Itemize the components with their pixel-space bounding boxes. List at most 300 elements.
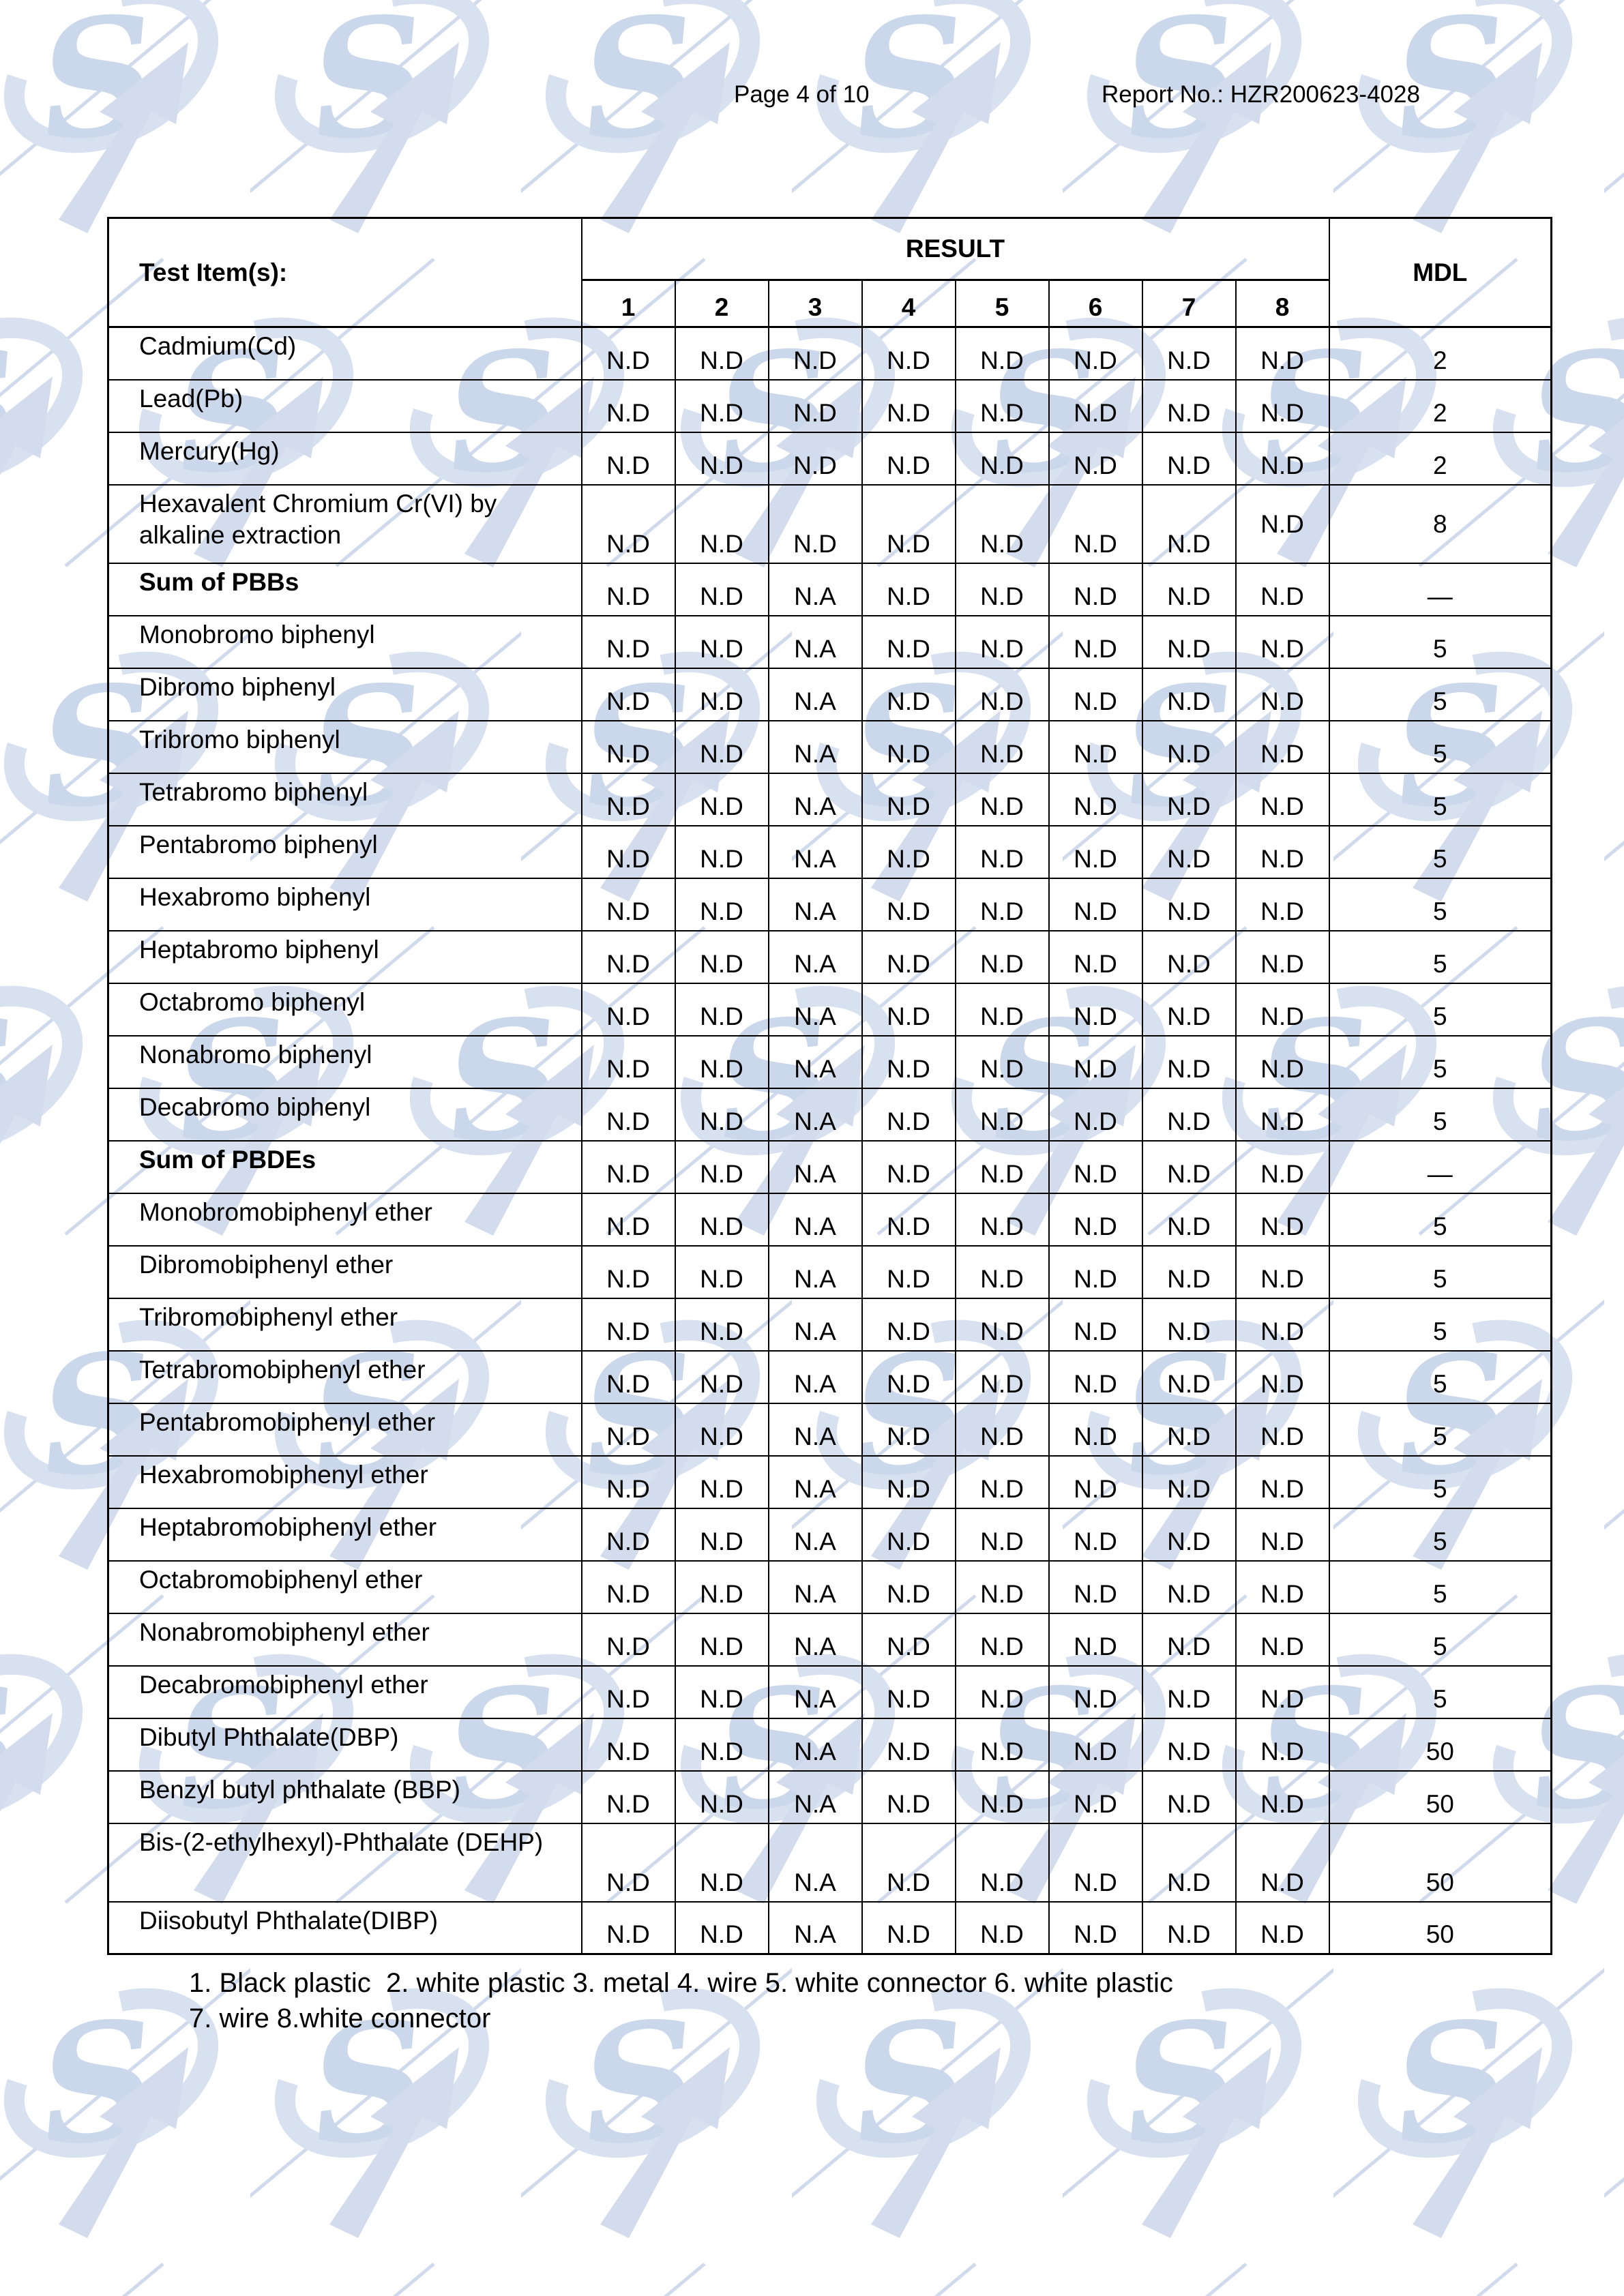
result-value-sample-6: N.D <box>1049 327 1142 380</box>
result-value-sample-1: N.D <box>582 1613 675 1666</box>
test-item-row <box>108 983 1552 1036</box>
result-value-sample-3: N.A <box>769 773 862 826</box>
result-value-sample-2: N.D <box>675 668 769 721</box>
test-item-row <box>108 1456 1552 1508</box>
mdl-value: 5 <box>1329 1351 1552 1403</box>
result-value-sample-7: N.D <box>1142 1613 1236 1666</box>
mdl-value: 5 <box>1329 1666 1552 1718</box>
result-value-sample-2: N.D <box>675 1193 769 1246</box>
result-value-sample-1: N.D <box>582 931 675 983</box>
result-value-sample-7: N.D <box>1142 1902 1236 1954</box>
result-value-sample-6: N.D <box>1049 1508 1142 1561</box>
test-items-header: Test Item(s): <box>108 218 582 327</box>
result-value-sample-8: N.D <box>1236 1666 1329 1718</box>
test-item-row <box>108 1193 1552 1246</box>
result-value-sample-2: N.D <box>675 721 769 773</box>
result-value-sample-3: N.D <box>769 327 862 380</box>
result-value-sample-3: N.A <box>769 1718 862 1771</box>
result-value-sample-4: N.D <box>862 983 956 1036</box>
result-value-sample-1: N.D <box>582 1403 675 1456</box>
result-value-sample-7: N.D <box>1142 1193 1236 1246</box>
result-value-sample-7: N.D <box>1142 616 1236 668</box>
result-value-sample-8: N.D <box>1236 1718 1329 1771</box>
sample-number-header: 8 <box>1236 280 1329 327</box>
result-value-sample-6: N.D <box>1049 432 1142 485</box>
result-value-sample-7: N.D <box>1142 563 1236 616</box>
result-value-sample-5: N.D <box>956 773 1049 826</box>
result-value-sample-7: N.D <box>1142 1456 1236 1508</box>
result-value-sample-4: N.D <box>862 1298 956 1351</box>
result-value-sample-5: N.D <box>956 380 1049 432</box>
result-value-sample-5: N.D <box>956 826 1049 878</box>
result-value-sample-7: N.D <box>1142 773 1236 826</box>
result-value-sample-3: N.A <box>769 1403 862 1456</box>
mdl-value: 5 <box>1329 668 1552 721</box>
result-value-sample-8: N.D <box>1236 327 1329 380</box>
sample-number-header: 6 <box>1049 280 1142 327</box>
result-value-sample-3: N.A <box>769 1088 862 1141</box>
result-value-sample-4: N.D <box>862 1193 956 1246</box>
result-value-sample-8: N.D <box>1236 1298 1329 1351</box>
result-value-sample-3: N.A <box>769 1141 862 1193</box>
result-value-sample-5: N.D <box>956 1193 1049 1246</box>
result-value-sample-5: N.D <box>956 432 1049 485</box>
result-value-sample-7: N.D <box>1142 721 1236 773</box>
test-item-row <box>108 721 1552 773</box>
result-value-sample-1: N.D <box>582 563 675 616</box>
sample-number-header: 4 <box>862 280 956 327</box>
test-item-label: Octabromobiphenyl ether <box>108 1561 582 1613</box>
mdl-header: MDL <box>1329 218 1552 327</box>
result-value-sample-1: N.D <box>582 380 675 432</box>
result-value-sample-7: N.D <box>1142 668 1236 721</box>
test-item-row <box>108 1902 1552 1954</box>
result-value-sample-6: N.D <box>1049 931 1142 983</box>
test-item-label: Monobromobiphenyl ether <box>108 1193 582 1246</box>
result-value-sample-1: N.D <box>582 1771 675 1823</box>
result-value-sample-3: N.A <box>769 1561 862 1613</box>
result-value-sample-1: N.D <box>582 721 675 773</box>
result-value-sample-2: N.D <box>675 931 769 983</box>
test-item-row <box>108 878 1552 931</box>
test-item-row <box>108 773 1552 826</box>
result-value-sample-8: N.D <box>1236 1088 1329 1141</box>
result-value-sample-7: N.D <box>1142 1823 1236 1902</box>
result-value-sample-5: N.D <box>956 1771 1049 1823</box>
result-value-sample-4: N.D <box>862 721 956 773</box>
test-item-row <box>108 1298 1552 1351</box>
result-value-sample-4: N.D <box>862 563 956 616</box>
result-value-sample-1: N.D <box>582 983 675 1036</box>
result-value-sample-8: N.D <box>1236 1246 1329 1298</box>
result-value-sample-1: N.D <box>582 1666 675 1718</box>
mdl-value: 5 <box>1329 1036 1552 1088</box>
result-value-sample-8: N.D <box>1236 616 1329 668</box>
result-value-sample-2: N.D <box>675 1088 769 1141</box>
test-item-label: Mercury(Hg) <box>108 432 582 485</box>
result-value-sample-8: N.D <box>1236 983 1329 1036</box>
result-value-sample-7: N.D <box>1142 826 1236 878</box>
result-value-sample-2: N.D <box>675 1298 769 1351</box>
result-value-sample-1: N.D <box>582 1141 675 1193</box>
result-value-sample-4: N.D <box>862 1823 956 1902</box>
result-value-sample-3: N.A <box>769 983 862 1036</box>
mdl-value: — <box>1329 563 1552 616</box>
result-value-sample-4: N.D <box>862 1666 956 1718</box>
result-value-sample-8: N.D <box>1236 721 1329 773</box>
result-value-sample-7: N.D <box>1142 1508 1236 1561</box>
result-value-sample-6: N.D <box>1049 1036 1142 1088</box>
result-value-sample-2: N.D <box>675 1902 769 1954</box>
result-value-sample-3: N.A <box>769 1823 862 1902</box>
result-value-sample-1: N.D <box>582 1088 675 1141</box>
result-value-sample-1: N.D <box>582 327 675 380</box>
test-results-table <box>107 217 1552 1955</box>
result-value-sample-6: N.D <box>1049 721 1142 773</box>
result-value-sample-6: N.D <box>1049 380 1142 432</box>
result-value-sample-3: N.D <box>769 432 862 485</box>
result-value-sample-6: N.D <box>1049 1088 1142 1141</box>
test-item-label: Benzyl butyl phthalate (BBP) <box>108 1771 582 1823</box>
test-item-label: Decabromobiphenyl ether <box>108 1666 582 1718</box>
result-value-sample-2: N.D <box>675 878 769 931</box>
result-value-sample-7: N.D <box>1142 1666 1236 1718</box>
mdl-value: 5 <box>1329 983 1552 1036</box>
result-value-sample-7: N.D <box>1142 1088 1236 1141</box>
result-value-sample-6: N.D <box>1049 1771 1142 1823</box>
result-value-sample-2: N.D <box>675 432 769 485</box>
result-value-sample-4: N.D <box>862 1246 956 1298</box>
result-value-sample-3: N.A <box>769 1193 862 1246</box>
result-value-sample-8: N.D <box>1236 563 1329 616</box>
mdl-value: 50 <box>1329 1771 1552 1823</box>
result-value-sample-2: N.D <box>675 1141 769 1193</box>
sample-number-header: 7 <box>1142 280 1236 327</box>
result-value-sample-3: N.A <box>769 1666 862 1718</box>
result-value-sample-4: N.D <box>862 1718 956 1771</box>
result-value-sample-5: N.D <box>956 1403 1049 1456</box>
test-item-label: Diisobutyl Phthalate(DIBP) <box>108 1902 582 1954</box>
result-value-sample-8: N.D <box>1236 1823 1329 1902</box>
sample-number-header: 1 <box>582 280 675 327</box>
result-value-sample-4: N.D <box>862 1771 956 1823</box>
result-value-sample-1: N.D <box>582 1718 675 1771</box>
mdl-value: 5 <box>1329 1403 1552 1456</box>
result-value-sample-7: N.D <box>1142 432 1236 485</box>
result-value-sample-6: N.D <box>1049 1298 1142 1351</box>
result-value-sample-4: N.D <box>862 616 956 668</box>
mdl-value: 5 <box>1329 1088 1552 1141</box>
result-value-sample-5: N.D <box>956 1718 1049 1771</box>
result-value-sample-7: N.D <box>1142 1246 1236 1298</box>
result-value-sample-6: N.D <box>1049 1246 1142 1298</box>
result-value-sample-8: N.D <box>1236 668 1329 721</box>
result-value-sample-1: N.D <box>582 485 675 563</box>
test-item-row <box>108 485 1552 563</box>
result-value-sample-5: N.D <box>956 563 1049 616</box>
result-value-sample-4: N.D <box>862 1561 956 1613</box>
result-value-sample-8: N.D <box>1236 1141 1329 1193</box>
result-value-sample-5: N.D <box>956 1561 1049 1613</box>
result-value-sample-4: N.D <box>862 1456 956 1508</box>
result-value-sample-3: N.D <box>769 485 862 563</box>
result-value-sample-6: N.D <box>1049 826 1142 878</box>
result-value-sample-4: N.D <box>862 878 956 931</box>
result-value-sample-5: N.D <box>956 1902 1049 1954</box>
result-value-sample-2: N.D <box>675 1613 769 1666</box>
test-item-row <box>108 380 1552 432</box>
result-value-sample-8: N.D <box>1236 931 1329 983</box>
result-value-sample-7: N.D <box>1142 1298 1236 1351</box>
result-value-sample-2: N.D <box>675 983 769 1036</box>
result-value-sample-1: N.D <box>582 1036 675 1088</box>
result-value-sample-5: N.D <box>956 983 1049 1036</box>
result-value-sample-1: N.D <box>582 668 675 721</box>
test-item-row <box>108 1718 1552 1771</box>
result-value-sample-1: N.D <box>582 1456 675 1508</box>
result-value-sample-2: N.D <box>675 1771 769 1823</box>
result-value-sample-8: N.D <box>1236 826 1329 878</box>
result-value-sample-2: N.D <box>675 1823 769 1902</box>
mdl-value: 2 <box>1329 327 1552 380</box>
result-value-sample-5: N.D <box>956 1141 1049 1193</box>
mdl-value: 5 <box>1329 1613 1552 1666</box>
sample-description-line2: 7. wire 8.white connector <box>189 2003 491 2033</box>
result-value-sample-8: N.D <box>1236 1508 1329 1561</box>
result-value-sample-6: N.D <box>1049 1666 1142 1718</box>
result-value-sample-5: N.D <box>956 1351 1049 1403</box>
test-item-label: Nonabromobiphenyl ether <box>108 1613 582 1666</box>
result-value-sample-5: N.D <box>956 485 1049 563</box>
result-value-sample-4: N.D <box>862 485 956 563</box>
result-value-sample-4: N.D <box>862 1141 956 1193</box>
result-value-sample-7: N.D <box>1142 1036 1236 1088</box>
result-value-sample-8: N.D <box>1236 1561 1329 1613</box>
mdl-value: 2 <box>1329 380 1552 432</box>
mdl-value: 5 <box>1329 1246 1552 1298</box>
result-value-sample-5: N.D <box>956 878 1049 931</box>
result-value-sample-8: N.D <box>1236 1613 1329 1666</box>
result-value-sample-1: N.D <box>582 1823 675 1902</box>
result-value-sample-8: N.D <box>1236 432 1329 485</box>
test-item-label: Tribromo biphenyl <box>108 721 582 773</box>
result-value-sample-6: N.D <box>1049 1902 1142 1954</box>
result-value-sample-5: N.D <box>956 1036 1049 1088</box>
test-item-row <box>108 1246 1552 1298</box>
result-value-sample-3: N.A <box>769 721 862 773</box>
result-value-sample-8: N.D <box>1236 1036 1329 1088</box>
result-value-sample-1: N.D <box>582 878 675 931</box>
result-value-sample-4: N.D <box>862 1508 956 1561</box>
result-value-sample-4: N.D <box>862 432 956 485</box>
test-item-label: Nonabromo biphenyl <box>108 1036 582 1088</box>
mdl-value: 5 <box>1329 721 1552 773</box>
result-value-sample-3: N.A <box>769 1508 862 1561</box>
result-value-sample-1: N.D <box>582 616 675 668</box>
result-value-sample-3: N.A <box>769 1351 862 1403</box>
result-value-sample-2: N.D <box>675 1718 769 1771</box>
result-value-sample-2: N.D <box>675 380 769 432</box>
result-value-sample-6: N.D <box>1049 1403 1142 1456</box>
result-value-sample-7: N.D <box>1142 983 1236 1036</box>
test-item-row <box>108 432 1552 485</box>
result-value-sample-5: N.D <box>956 1456 1049 1508</box>
result-value-sample-4: N.D <box>862 826 956 878</box>
test-item-row <box>108 1666 1552 1718</box>
result-value-sample-5: N.D <box>956 931 1049 983</box>
result-value-sample-2: N.D <box>675 1561 769 1613</box>
test-item-row <box>108 1141 1552 1193</box>
result-value-sample-3: N.A <box>769 1456 862 1508</box>
test-item-row <box>108 563 1552 616</box>
result-value-sample-6: N.D <box>1049 563 1142 616</box>
result-value-sample-5: N.D <box>956 1298 1049 1351</box>
mdl-value: 8 <box>1329 485 1552 563</box>
result-value-sample-6: N.D <box>1049 485 1142 563</box>
test-item-row <box>108 616 1552 668</box>
result-value-sample-8: N.D <box>1236 1193 1329 1246</box>
result-value-sample-8: N.D <box>1236 1456 1329 1508</box>
test-item-row <box>108 327 1552 380</box>
result-value-sample-3: N.A <box>769 1246 862 1298</box>
result-value-sample-6: N.D <box>1049 1561 1142 1613</box>
test-item-label: Dibutyl Phthalate(DBP) <box>108 1718 582 1771</box>
result-value-sample-8: N.D <box>1236 485 1329 563</box>
result-value-sample-4: N.D <box>862 1351 956 1403</box>
result-value-sample-5: N.D <box>956 327 1049 380</box>
mdl-value: 50 <box>1329 1823 1552 1902</box>
test-item-row <box>108 668 1552 721</box>
result-value-sample-4: N.D <box>862 1036 956 1088</box>
result-value-sample-2: N.D <box>675 1508 769 1561</box>
result-value-sample-2: N.D <box>675 1403 769 1456</box>
result-value-sample-4: N.D <box>862 931 956 983</box>
mdl-value: 50 <box>1329 1902 1552 1954</box>
test-item-label: Lead(Pb) <box>108 380 582 432</box>
result-value-sample-1: N.D <box>582 1246 675 1298</box>
result-value-sample-6: N.D <box>1049 878 1142 931</box>
result-value-sample-3: N.A <box>769 1902 862 1954</box>
result-value-sample-1: N.D <box>582 1298 675 1351</box>
result-value-sample-6: N.D <box>1049 983 1142 1036</box>
result-value-sample-2: N.D <box>675 773 769 826</box>
mdl-value: 5 <box>1329 931 1552 983</box>
result-value-sample-8: N.D <box>1236 1902 1329 1954</box>
result-value-sample-4: N.D <box>862 380 956 432</box>
result-value-sample-6: N.D <box>1049 1141 1142 1193</box>
result-value-sample-3: N.A <box>769 616 862 668</box>
page-number: Page 4 of 10 <box>734 81 870 108</box>
result-value-sample-6: N.D <box>1049 1351 1142 1403</box>
result-header: RESULT <box>582 218 1329 280</box>
result-value-sample-4: N.D <box>862 668 956 721</box>
result-value-sample-3: N.D <box>769 380 862 432</box>
result-value-sample-2: N.D <box>675 485 769 563</box>
test-item-row <box>108 1823 1552 1902</box>
test-item-row <box>108 1088 1552 1141</box>
result-value-sample-7: N.D <box>1142 1403 1236 1456</box>
result-value-sample-7: N.D <box>1142 931 1236 983</box>
test-item-label: Bis-(2-ethylhexyl)-Phthalate (DEHP) <box>108 1823 582 1902</box>
result-value-sample-6: N.D <box>1049 1193 1142 1246</box>
result-value-sample-5: N.D <box>956 1246 1049 1298</box>
result-value-sample-8: N.D <box>1236 773 1329 826</box>
result-value-sample-4: N.D <box>862 1088 956 1141</box>
mdl-value: 5 <box>1329 616 1552 668</box>
test-item-row <box>108 1508 1552 1561</box>
result-value-sample-7: N.D <box>1142 1141 1236 1193</box>
test-item-label: Cadmium(Cd) <box>108 327 582 380</box>
mdl-value: 5 <box>1329 773 1552 826</box>
test-item-label: Tribromobiphenyl ether <box>108 1298 582 1351</box>
result-value-sample-8: N.D <box>1236 380 1329 432</box>
test-item-row <box>108 826 1552 878</box>
result-value-sample-3: N.A <box>769 1036 862 1088</box>
test-item-label: Octabromo biphenyl <box>108 983 582 1036</box>
test-item-label: Sum of PBBs <box>108 563 582 616</box>
result-value-sample-3: N.A <box>769 1771 862 1823</box>
result-value-sample-3: N.A <box>769 563 862 616</box>
test-item-label: Tetrabromo biphenyl <box>108 773 582 826</box>
sample-description-line1: 1. Black plastic 2. white plastic 3. metal 4. wire 5. white connector 6. white plastic <box>189 1968 1173 1998</box>
result-value-sample-3: N.A <box>769 1613 862 1666</box>
test-item-label: Dibromo biphenyl <box>108 668 582 721</box>
result-value-sample-2: N.D <box>675 1246 769 1298</box>
result-value-sample-8: N.D <box>1236 1403 1329 1456</box>
sample-number-header: 3 <box>769 280 862 327</box>
result-value-sample-8: N.D <box>1236 1351 1329 1403</box>
mdl-value: 5 <box>1329 1456 1552 1508</box>
result-value-sample-1: N.D <box>582 1561 675 1613</box>
result-value-sample-5: N.D <box>956 1088 1049 1141</box>
test-item-row <box>108 1613 1552 1666</box>
test-item-label: Tetrabromobiphenyl ether <box>108 1351 582 1403</box>
result-value-sample-1: N.D <box>582 773 675 826</box>
sample-number-header: 5 <box>956 280 1049 327</box>
result-value-sample-3: N.A <box>769 878 862 931</box>
result-value-sample-2: N.D <box>675 563 769 616</box>
result-value-sample-4: N.D <box>862 327 956 380</box>
sample-description-note <box>189 1965 1173 2036</box>
result-value-sample-1: N.D <box>582 1193 675 1246</box>
sample-number-header: 2 <box>675 280 769 327</box>
test-item-label: Monobromo biphenyl <box>108 616 582 668</box>
mdl-value: 5 <box>1329 1508 1552 1561</box>
result-value-sample-4: N.D <box>862 1403 956 1456</box>
test-item-row <box>108 1561 1552 1613</box>
result-value-sample-4: N.D <box>862 773 956 826</box>
result-value-sample-5: N.D <box>956 1666 1049 1718</box>
result-value-sample-5: N.D <box>956 1508 1049 1561</box>
result-value-sample-4: N.D <box>862 1902 956 1954</box>
result-value-sample-5: N.D <box>956 1823 1049 1902</box>
test-item-label: Sum of PBDEs <box>108 1141 582 1193</box>
result-value-sample-6: N.D <box>1049 773 1142 826</box>
result-value-sample-1: N.D <box>582 1351 675 1403</box>
test-item-label: Decabromo biphenyl <box>108 1088 582 1141</box>
mdl-value: 50 <box>1329 1718 1552 1771</box>
result-value-sample-2: N.D <box>675 1666 769 1718</box>
test-item-row <box>108 931 1552 983</box>
mdl-value: — <box>1329 1141 1552 1193</box>
mdl-value: 5 <box>1329 1193 1552 1246</box>
result-value-sample-4: N.D <box>862 1613 956 1666</box>
report-number: Report No.: HZR200623-4028 <box>1102 81 1420 108</box>
result-value-sample-6: N.D <box>1049 668 1142 721</box>
result-value-sample-1: N.D <box>582 1508 675 1561</box>
result-value-sample-3: N.A <box>769 1298 862 1351</box>
result-value-sample-8: N.D <box>1236 1771 1329 1823</box>
